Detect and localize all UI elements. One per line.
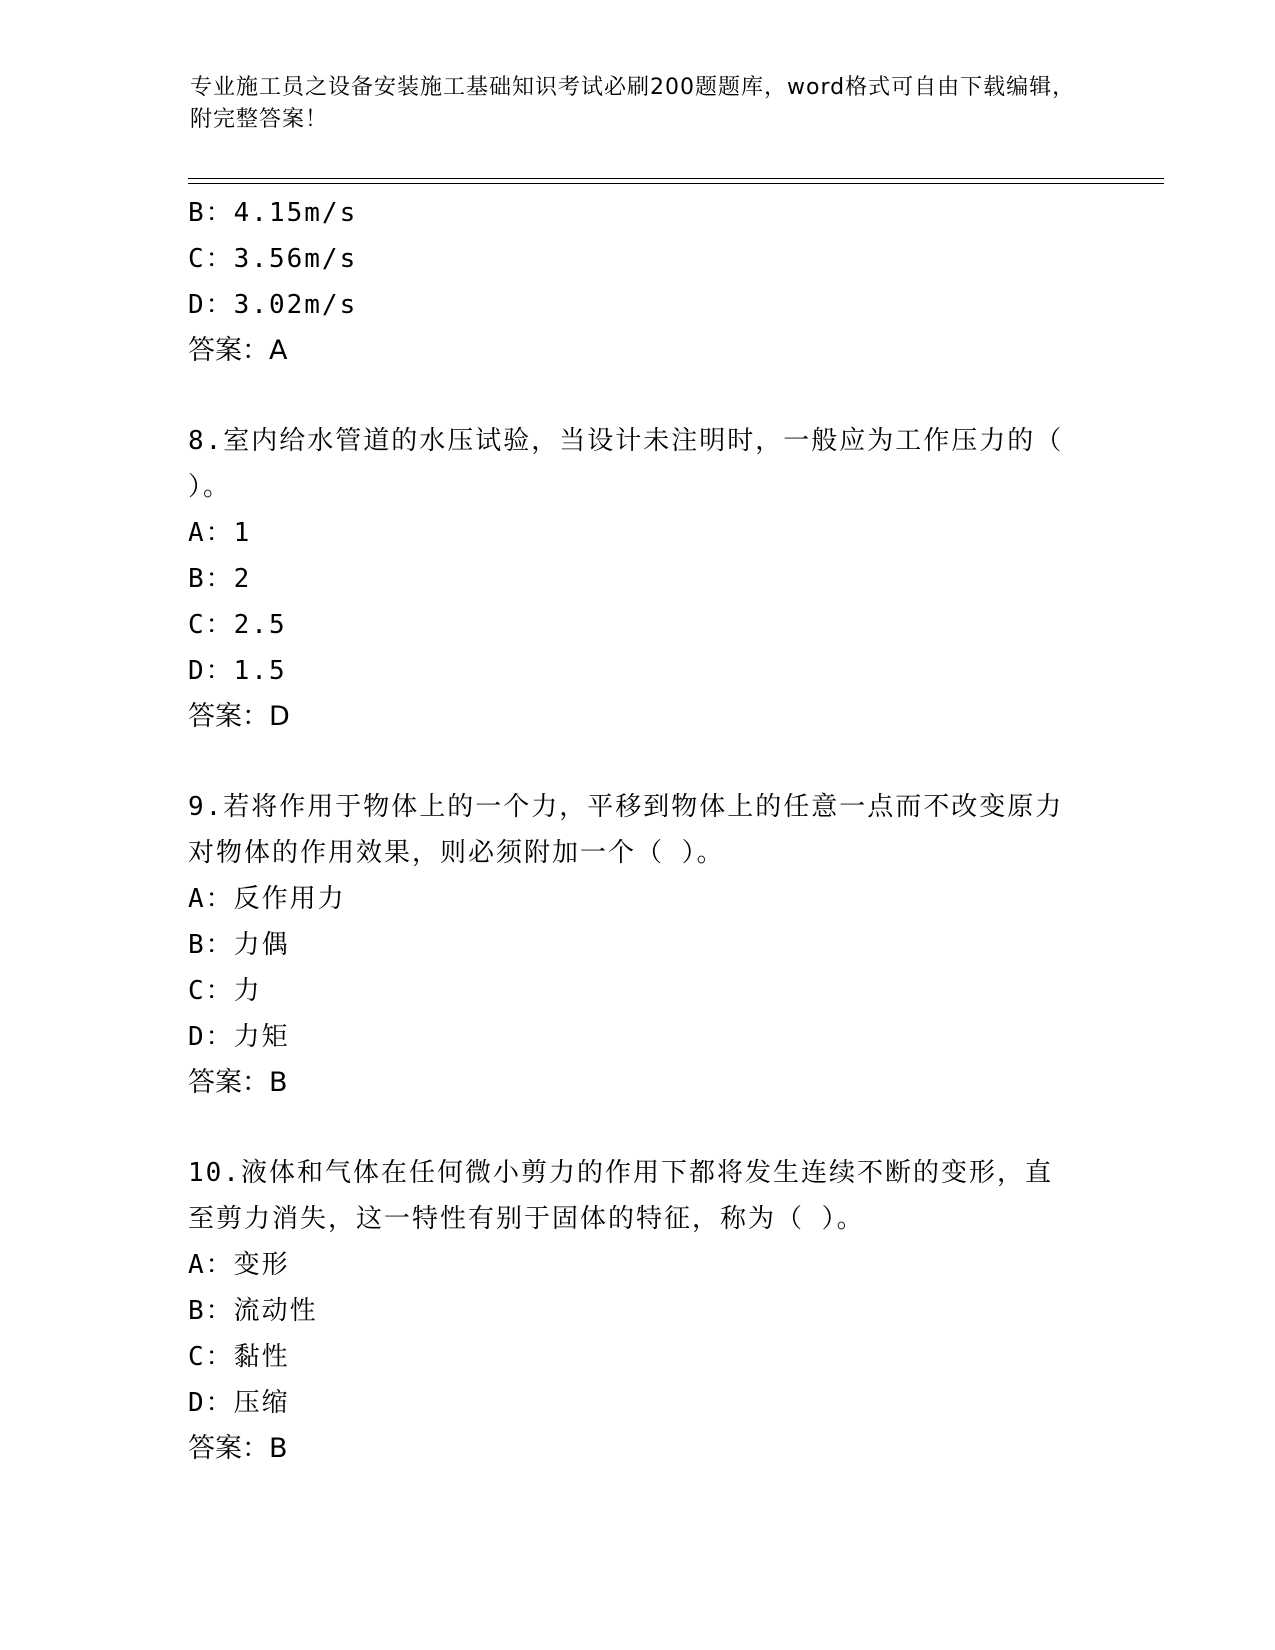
option-label: C： (188, 610, 234, 640)
option-text: 2.5 (233, 610, 287, 640)
option-b (188, 922, 1088, 968)
option-c (188, 236, 1088, 282)
option-b (188, 556, 1088, 602)
spacer (188, 1106, 1088, 1150)
option-label: A： (188, 518, 234, 548)
spacer (188, 740, 1088, 784)
option-label: C： (188, 1342, 234, 1372)
option-label: C： (188, 244, 234, 274)
question-content (188, 190, 1088, 1472)
option-text: 2 (233, 564, 252, 594)
option-text: 1.5 (233, 656, 287, 686)
header-rule-bottom (188, 183, 1164, 184)
option-d (188, 648, 1088, 694)
option-b (188, 190, 1088, 236)
option-text: 力偶 (233, 930, 290, 960)
option-text: 变形 (233, 1250, 290, 1280)
option-b (188, 1288, 1088, 1334)
option-label: D： (188, 1388, 234, 1418)
option-label: D： (188, 1022, 234, 1052)
question-stem: 8.室内给水管道的水压试验，当设计未注明时，一般应为工作压力的（ ）。 (188, 426, 1064, 502)
option-label: B： (188, 1296, 234, 1326)
option-a (188, 876, 1088, 922)
option-text: 黏性 (233, 1342, 290, 1372)
option-label: B： (188, 564, 234, 594)
document-header: 专业施工员之设备安装施工基础知识考试必刷200题题库，word格式可自由下载编辑，附完整答案！ (190, 75, 1076, 132)
option-c (188, 1334, 1088, 1380)
question-stem: 9.若将作用于物体上的一个力，平移到物体上的任意一点而不改变原力对物体的作用效果，则必须附加一个（ ）。 (188, 792, 1064, 868)
option-label: D： (188, 290, 234, 320)
option-label: D： (188, 656, 234, 686)
option-label: B： (188, 930, 234, 960)
option-a (188, 510, 1088, 556)
option-label: A： (188, 1250, 234, 1280)
answer-line: 答案：B (188, 1067, 288, 1098)
option-label: B： (188, 198, 234, 228)
option-text: 压缩 (233, 1388, 290, 1418)
answer-line: 答案：D (188, 701, 290, 732)
answer-line: 答案：B (188, 1433, 288, 1464)
option-d (188, 1014, 1088, 1060)
option-d (188, 1380, 1088, 1426)
option-text: 力 (233, 976, 262, 1006)
option-c (188, 602, 1088, 648)
spacer (188, 374, 1088, 418)
option-text: 3.02m/s (233, 290, 358, 320)
option-d (188, 282, 1088, 328)
option-label: C： (188, 976, 234, 1006)
option-label: A： (188, 884, 234, 914)
option-text: 反作用力 (233, 884, 346, 914)
answer-line: 答案：A (188, 335, 288, 366)
option-text: 1 (233, 518, 252, 548)
option-text: 4.15m/s (233, 198, 358, 228)
question-stem: 10.液体和气体在任何微小剪力的作用下都将发生连续不断的变形，直至剪力消失，这一特性有别于固体的特征，称为（ ）。 (188, 1158, 1053, 1234)
header-rule-top (188, 178, 1164, 179)
option-text: 流动性 (233, 1296, 318, 1326)
option-text: 3.56m/s (233, 244, 358, 274)
option-text: 力矩 (233, 1022, 290, 1052)
option-c (188, 968, 1088, 1014)
option-a (188, 1242, 1088, 1288)
